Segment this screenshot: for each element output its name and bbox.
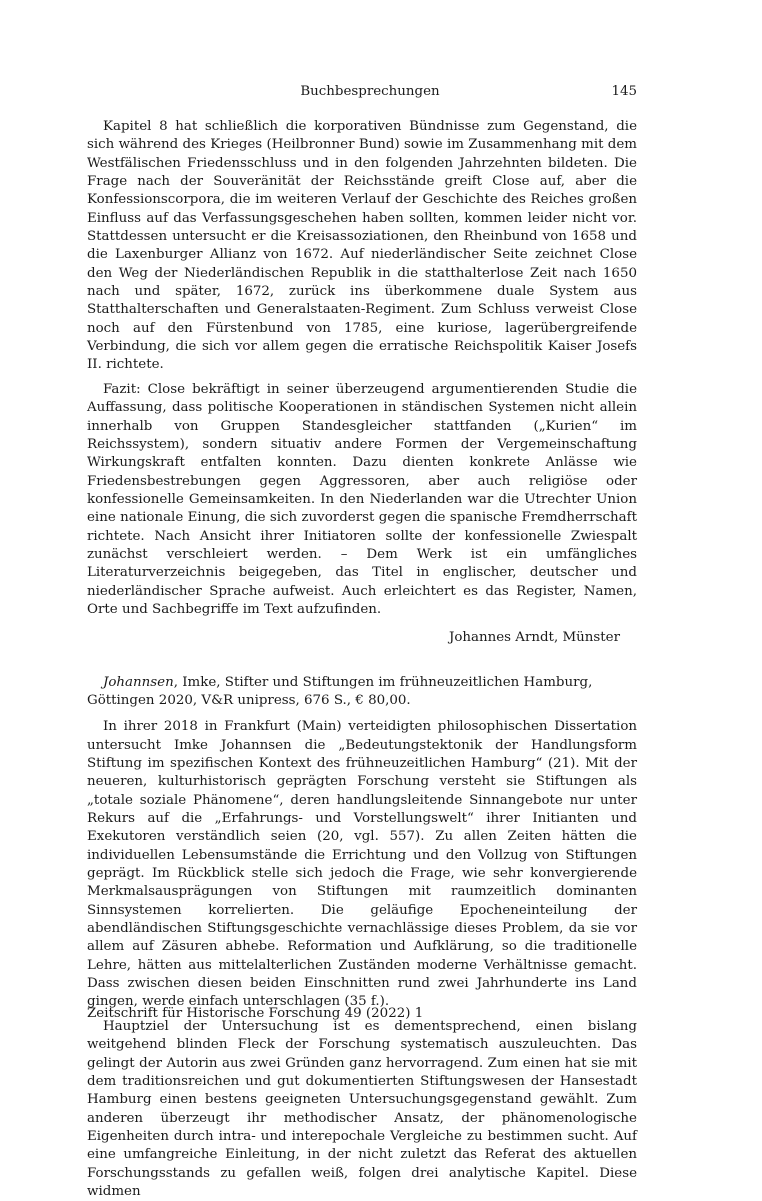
paragraph-fazit: Fazit: Close bekräftigt in seiner überzeugend argumentierenden Studie die Auffassung, dass politische Kooperationen in ständischen Systemen nicht allein innerhalb von Gruppen Standesgleicher stattfanden („Kurien“ im Reichssystem), sondern situativ andere Formen der Vergemeinschaftung Wirkungskraft entfalten konnten. Dazu dienten konkrete Anlässe wie Friedensbestrebungen gegen Aggressoren, aber auch religiöse oder konfessionelle Gemeinsamkeiten. In den Niederlanden war die Utrechter Union eine nationale Einung, die sich zuvorderst gegen die spanische Fremdherrschaft richtete. Nach Ansicht ihrer Initiatoren sollte der konfessionelle Zwiespalt zunächst verschleiert werden. – Dem Werk ist ein umfängliches Literaturverzeichnis beigegeben, das Titel in englischer, deutscher und niederländischer Sprache aufweist. Auch erleichtert es das Register, Namen, Orte und Sachbegriffe im Text aufzufinden.: [87, 381, 637, 617]
journal-footer: Zeitschrift für Historische Forschung 49 (2022) 1: [87, 1006, 424, 1021]
reviewed-author: Johannsen: [103, 674, 174, 690]
paragraph-review-intro: In ihrer 2018 in Frankfurt (Main) verteidigten philosophischen Dissertation untersucht Imke Johannsen die „Bedeutungstektonik der Handlungsform Stiftung im spezifischen Kontext des frühneuzeitlichen Hamburg“ (21). Mit der neueren, kulturhistorisch geprägten Forschung versteht sie Stiftungen als „totale soziale Phänomene“, deren handlungsleitende Sinnangebote nur unter Rekurs auf die „Erfahrungs- und Vorstellungswelt“ ihrer Initianten und Exekutoren verständlich seien (20, vgl. 557). Zu allen Zeiten hätten die individuellen Lebensumstände die Errichtung und den Vollzug von Stiftungen geprägt. Im Rückblick stelle sich jedoch die Frage, wie sehr konvergierende Merkmalsausprägungen von Stiftungen mit raumzeitlich dominanten Sinnsystemen korrelierten. Die geläufige Epocheneinteilung der abendländischen Stiftungsgeschichte vernachlässige dieses Problem, da sie vor allem auf Zäsuren abhebe. Reformation und Aufklärung, so die traditionelle Lehre, hätten aus mittelalterlichen Zuständen moderne Verhältnisse gemacht. Dass zwischen diesen beiden Einschnitten rund zwei Jahrhunderte ins Land gingen, werde einfach unterschlagen (35 f.).: [87, 719, 637, 1010]
page-number: 145: [611, 84, 637, 99]
reviewer-signature: Johannes Arndt, Münster: [448, 630, 620, 646]
running-title: Buchbesprechungen: [300, 84, 440, 99]
reviewed-book-details: , Imke, Stifter und Stiftungen im frühneuzeitlichen Hamburg, Göttingen 2020, V&R unipress, 676 S., € 80,00.: [87, 674, 593, 708]
paragraph-chapter-8: Kapitel 8 hat schließlich die korporativen Bündnisse zum Gegenstand, die sich während des Krieges (Heilbronner Bund) sowie im Zusammenhang mit dem Westfälischen Friedensschluss und in den folgenden Jahrzehnten bildeten. Die Frage nach der Souveränität der Reichsstände greift Close auf, aber die Konfessionscorpora, die im weiteren Verlauf der Geschichte des Reiches großen Einfluss auf das Verfassungsgeschehen haben sollten, kommen leider nicht vor. Stattdessen untersucht er die Kreisassoziationen, den Rheinbund von 1658 und die Laxenburger Allianz von 1672. Auf niederländischer Seite zeichnet Close den Weg der Niederländischen Republik in die statthalterlose Zeit nach 1650 nach und später, 1672, zurück ins überkommene duale System aus Statthalterschaften und Generalstaaten-Regiment. Zum Schluss verweist Close noch auf den Fürstenbund von 1785, eine kuriose, lagerübergreifende Verbindung, die sich vor allem gegen die erratische Reichspolitik Kaiser Josefs II. richtete.: [87, 119, 637, 373]
paragraph-review-goal: Hauptziel der Untersuchung ist es dementsprechend, einen bislang weitgehend blinden Fleck der Forschung systematisch auszuleuchten. Das gelingt der Autorin aus zwei Gründen ganz hervorragend. Zum einen hat sie mit dem traditionsreichen und gut dokumentierten Stiftungswesen der Hansestadt Hamburg einen bestens geeigneten Untersuchungsgegenstand gewählt. Zum anderen überzeugt ihr methodischer Ansatz, der phänomenologische Eigenheiten durch intra- und interepochale Vergleiche zu bestimmen sucht. Auf eine umfangreiche Einleitung, in der nicht zuletzt das Referat des aktuellen Forschungsstands zu gefallen weiß, folgen drei analytische Kapitel. Diese widmen: [87, 1018, 637, 1199]
review-citation: [87, 674, 637, 711]
body-text: [87, 118, 637, 1201]
running-head: [103, 84, 637, 104]
